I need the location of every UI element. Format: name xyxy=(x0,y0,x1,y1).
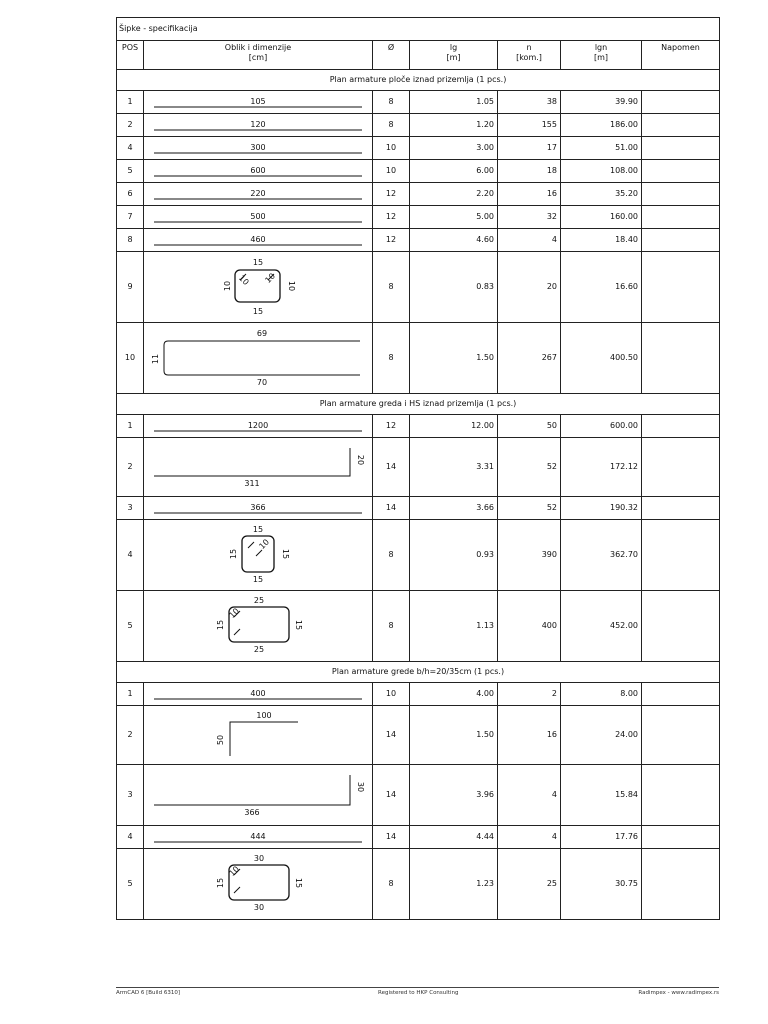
stirrup-bottom-label: 15 xyxy=(252,575,264,584)
lgn-cell: 39.90 xyxy=(561,91,642,114)
stirrup-top-label: 30 xyxy=(253,854,265,863)
bar-length-label: 1200 xyxy=(247,421,269,430)
n-cell: 20 xyxy=(498,252,561,323)
stirrup-bottom-label: 25 xyxy=(253,645,265,654)
lgn-cell: 15.84 xyxy=(561,765,642,826)
bar-shape-drawing xyxy=(144,849,373,919)
diameter-cell: 10 xyxy=(373,137,410,160)
pos-cell: 4 xyxy=(117,520,144,591)
header-n-unit: [kom.] xyxy=(516,53,542,62)
bar-shape-drawing xyxy=(144,765,373,825)
bar-shape-drawing xyxy=(144,826,373,848)
stirrup-top-label: 15 xyxy=(252,258,264,267)
shape-cell xyxy=(144,206,373,229)
shape-cell xyxy=(144,91,373,114)
sheet-title: Šipke - specifikacija xyxy=(117,18,720,41)
stirrup-left-label: 15 xyxy=(216,619,225,631)
stirrup-left-label: 10 xyxy=(223,280,232,292)
note-cell xyxy=(642,706,720,765)
lgn-cell: 172.12 xyxy=(561,438,642,497)
pos-cell: 5 xyxy=(117,160,144,183)
shape-cell xyxy=(144,252,373,323)
lgn-cell: 30.75 xyxy=(561,849,642,920)
diameter-cell: 14 xyxy=(373,826,410,849)
n-cell: 16 xyxy=(498,706,561,765)
table-row xyxy=(117,206,720,229)
lgn-cell: 362.70 xyxy=(561,520,642,591)
pos-cell: 5 xyxy=(117,591,144,662)
bar-length-label: 300 xyxy=(250,143,266,152)
lgn-cell: 600.00 xyxy=(561,415,642,438)
header-lgn-unit: [m] xyxy=(593,53,609,62)
pos-cell: 10 xyxy=(117,323,144,394)
lg-cell: 4.00 xyxy=(410,683,498,706)
table-row xyxy=(117,520,720,591)
title-row xyxy=(117,18,720,41)
table-row xyxy=(117,765,720,826)
n-cell: 16 xyxy=(498,183,561,206)
bar-length-label: 105 xyxy=(250,97,266,106)
lgn-cell: 108.00 xyxy=(561,160,642,183)
section-title: Plan armature greda i HS iznad prizemlja (1 pcs.) xyxy=(117,394,720,415)
table-row xyxy=(117,438,720,497)
lgn-cell: 18.40 xyxy=(561,229,642,252)
n-cell: 52 xyxy=(498,497,561,520)
lgn-cell: 452.00 xyxy=(561,591,642,662)
stirrup-bottom-label: 15 xyxy=(252,307,264,316)
lg-cell: 3.66 xyxy=(410,497,498,520)
table-row xyxy=(117,849,720,920)
table-row xyxy=(117,497,720,520)
note-cell xyxy=(642,438,720,497)
n-cell: 25 xyxy=(498,849,561,920)
ubar-height-label: 11 xyxy=(151,353,160,365)
section-title: Plan armature ploče iznad prizemlja (1 pcs.) xyxy=(117,70,720,91)
lbar-leg-label: 50 xyxy=(216,734,225,746)
note-cell xyxy=(642,765,720,826)
stirrup-hook xyxy=(256,550,262,556)
header-shape-label: Oblik i dimenzije xyxy=(224,43,292,52)
shape-cell xyxy=(144,438,373,497)
note-cell xyxy=(642,415,720,438)
diameter-cell: 10 xyxy=(373,683,410,706)
ubar-outline xyxy=(164,341,360,375)
lg-cell: 6.00 xyxy=(410,160,498,183)
stirrup-hook-label: 10 xyxy=(227,606,242,621)
diameter-cell: 8 xyxy=(373,591,410,662)
note-cell xyxy=(642,252,720,323)
bar-length-label: 444 xyxy=(250,832,266,841)
pos-cell: 1 xyxy=(117,683,144,706)
shape-cell xyxy=(144,591,373,662)
table-row xyxy=(117,706,720,765)
header-lgn-label: lgn xyxy=(594,43,608,52)
shape-cell xyxy=(144,229,373,252)
diameter-cell: 8 xyxy=(373,252,410,323)
stirrup-top-label: 15 xyxy=(252,525,264,534)
header-lg-unit: [m] xyxy=(446,53,461,62)
pos-cell: 3 xyxy=(117,497,144,520)
lg-cell: 1.20 xyxy=(410,114,498,137)
bar-shape-drawing xyxy=(144,415,373,437)
stirrup-hook-label: 10 xyxy=(263,271,278,286)
diameter-cell: 8 xyxy=(373,91,410,114)
header-n-label: n xyxy=(526,43,532,52)
lg-cell: 1.50 xyxy=(410,706,498,765)
stirrup-hook xyxy=(234,629,240,635)
bar-length-label: 220 xyxy=(250,189,266,198)
diameter-cell: 8 xyxy=(373,114,410,137)
shape-cell xyxy=(144,683,373,706)
lgn-cell: 35.20 xyxy=(561,183,642,206)
bar-shape-drawing xyxy=(144,160,373,182)
bar-length-label: 460 xyxy=(250,235,266,244)
note-cell xyxy=(642,160,720,183)
header-lg xyxy=(410,41,498,70)
table-row xyxy=(117,415,720,438)
note-cell xyxy=(642,591,720,662)
diameter-cell: 14 xyxy=(373,438,410,497)
bar-shape-drawing xyxy=(144,323,373,393)
header-diameter: Ø xyxy=(373,41,410,70)
n-cell: 32 xyxy=(498,206,561,229)
table-row xyxy=(117,160,720,183)
bar-shape-drawing xyxy=(144,497,373,519)
bar-shape-drawing xyxy=(144,114,373,136)
lg-cell: 2.20 xyxy=(410,183,498,206)
bar-length-label: 400 xyxy=(250,689,266,698)
diameter-cell: 12 xyxy=(373,229,410,252)
shape-cell xyxy=(144,706,373,765)
pos-cell: 1 xyxy=(117,415,144,438)
stirrup-hook-label: 10 xyxy=(236,273,251,288)
diameter-cell: 8 xyxy=(373,849,410,920)
n-cell: 390 xyxy=(498,520,561,591)
stirrup-hook-label: 10 xyxy=(257,537,272,552)
lg-cell: 0.83 xyxy=(410,252,498,323)
lg-cell: 3.31 xyxy=(410,438,498,497)
n-cell: 2 xyxy=(498,683,561,706)
pos-cell: 8 xyxy=(117,229,144,252)
lg-cell: 1.23 xyxy=(410,849,498,920)
note-cell xyxy=(642,849,720,920)
n-cell: 52 xyxy=(498,438,561,497)
stirrup-bottom-label: 30 xyxy=(253,903,265,912)
pos-cell: 7 xyxy=(117,206,144,229)
bar-shape-drawing xyxy=(144,229,373,251)
section-row xyxy=(117,662,720,683)
n-cell: 4 xyxy=(498,229,561,252)
lbar-outline xyxy=(154,448,350,476)
lbar-outline xyxy=(230,722,298,756)
stirrup-right-label: 10 xyxy=(287,280,296,292)
header-shape xyxy=(144,41,373,70)
stirrup-hook-label: 10 xyxy=(227,864,242,879)
diameter-cell: 12 xyxy=(373,206,410,229)
diameter-cell: 12 xyxy=(373,415,410,438)
n-cell: 4 xyxy=(498,765,561,826)
stirrup-top-label: 25 xyxy=(253,596,265,605)
bar-shape-drawing xyxy=(144,706,373,764)
table-row xyxy=(117,114,720,137)
diameter-cell: 14 xyxy=(373,765,410,826)
note-cell xyxy=(642,683,720,706)
bar-specification-table xyxy=(116,17,720,920)
footer-registration: Registered to HKP Consulting xyxy=(378,990,459,996)
n-cell: 50 xyxy=(498,415,561,438)
pos-cell: 5 xyxy=(117,849,144,920)
lbar-length-label: 366 xyxy=(244,808,260,817)
stirrup-hook xyxy=(248,542,254,548)
note-cell xyxy=(642,520,720,591)
note-cell xyxy=(642,91,720,114)
note-cell xyxy=(642,137,720,160)
lg-cell: 3.96 xyxy=(410,765,498,826)
ubar-top-label: 69 xyxy=(256,329,268,338)
stirrup-left-label: 15 xyxy=(216,877,225,889)
lg-cell: 5.00 xyxy=(410,206,498,229)
lgn-cell: 160.00 xyxy=(561,206,642,229)
shape-cell xyxy=(144,826,373,849)
shape-cell xyxy=(144,160,373,183)
bar-shape-drawing xyxy=(144,252,373,322)
lbar-length-label: 311 xyxy=(244,479,260,488)
shape-cell xyxy=(144,323,373,394)
note-cell xyxy=(642,183,720,206)
lg-cell: 0.93 xyxy=(410,520,498,591)
diameter-cell: 12 xyxy=(373,183,410,206)
bar-shape-drawing xyxy=(144,137,373,159)
bar-shape-drawing xyxy=(144,438,373,496)
table-row xyxy=(117,229,720,252)
pos-cell: 2 xyxy=(117,438,144,497)
lg-cell: 1.05 xyxy=(410,91,498,114)
n-cell: 17 xyxy=(498,137,561,160)
lg-cell: 12.00 xyxy=(410,415,498,438)
bar-shape-drawing xyxy=(144,183,373,205)
lbar-leg-label: 30 xyxy=(356,781,365,793)
n-cell: 267 xyxy=(498,323,561,394)
table-row xyxy=(117,91,720,114)
n-cell: 4 xyxy=(498,826,561,849)
lgn-cell: 17.76 xyxy=(561,826,642,849)
shape-cell xyxy=(144,137,373,160)
header-pos: POS xyxy=(117,41,144,70)
lg-cell: 4.44 xyxy=(410,826,498,849)
note-cell xyxy=(642,206,720,229)
note-cell xyxy=(642,497,720,520)
stirrup-hook xyxy=(234,887,240,893)
stirrup-right-label: 15 xyxy=(294,877,303,889)
shape-cell xyxy=(144,849,373,920)
lg-cell: 4.60 xyxy=(410,229,498,252)
page-footer xyxy=(116,987,719,996)
header-row xyxy=(117,41,720,70)
pos-cell: 4 xyxy=(117,826,144,849)
header-lgn xyxy=(561,41,642,70)
diameter-cell: 10 xyxy=(373,160,410,183)
bar-shape-drawing xyxy=(144,520,373,590)
pos-cell: 4 xyxy=(117,137,144,160)
bar-shape-drawing xyxy=(144,91,373,113)
header-shape-unit: [cm] xyxy=(248,53,268,62)
note-cell xyxy=(642,826,720,849)
diameter-cell: 8 xyxy=(373,323,410,394)
pos-cell: 1 xyxy=(117,91,144,114)
n-cell: 400 xyxy=(498,591,561,662)
shape-cell xyxy=(144,765,373,826)
bar-length-label: 600 xyxy=(250,166,266,175)
bar-shape-drawing xyxy=(144,206,373,228)
pos-cell: 2 xyxy=(117,706,144,765)
shape-cell xyxy=(144,520,373,591)
section-row xyxy=(117,394,720,415)
bar-shape-drawing xyxy=(144,683,373,705)
note-cell xyxy=(642,229,720,252)
diameter-cell: 14 xyxy=(373,497,410,520)
shape-cell xyxy=(144,497,373,520)
stirrup-right-label: 15 xyxy=(281,548,290,560)
lbar-outline xyxy=(154,775,350,805)
diameter-cell: 14 xyxy=(373,706,410,765)
footer-software: ArmCAD 6 [Build 6310] xyxy=(116,990,180,996)
note-cell xyxy=(642,323,720,394)
shape-cell xyxy=(144,114,373,137)
table-row xyxy=(117,252,720,323)
lgn-cell: 24.00 xyxy=(561,706,642,765)
bar-length-label: 120 xyxy=(250,120,266,129)
table-row xyxy=(117,826,720,849)
lgn-cell: 16.60 xyxy=(561,252,642,323)
footer-vendor: Radimpex - www.radimpex.rs xyxy=(638,990,719,996)
lgn-cell: 51.00 xyxy=(561,137,642,160)
header-n xyxy=(498,41,561,70)
header-note: Napomen xyxy=(642,41,720,70)
pos-cell: 3 xyxy=(117,765,144,826)
bar-length-label: 366 xyxy=(250,503,266,512)
header-lg-label: lg xyxy=(449,43,458,52)
lgn-cell: 400.50 xyxy=(561,323,642,394)
note-cell xyxy=(642,114,720,137)
table-row xyxy=(117,323,720,394)
lg-cell: 3.00 xyxy=(410,137,498,160)
section-title: Plan armature grede b/h=20/35cm (1 pcs.) xyxy=(117,662,720,683)
table-row xyxy=(117,137,720,160)
table-row xyxy=(117,591,720,662)
lgn-cell: 8.00 xyxy=(561,683,642,706)
lbar-length-label: 100 xyxy=(256,711,272,720)
n-cell: 38 xyxy=(498,91,561,114)
stirrup-left-label: 15 xyxy=(229,548,238,560)
diameter-cell: 8 xyxy=(373,520,410,591)
n-cell: 18 xyxy=(498,160,561,183)
lgn-cell: 190.32 xyxy=(561,497,642,520)
n-cell: 155 xyxy=(498,114,561,137)
bar-shape-drawing xyxy=(144,591,373,661)
ubar-bottom-label: 70 xyxy=(256,378,268,387)
pos-cell: 9 xyxy=(117,252,144,323)
lg-cell: 1.50 xyxy=(410,323,498,394)
stirrup-right-label: 15 xyxy=(294,619,303,631)
pos-cell: 6 xyxy=(117,183,144,206)
table-row xyxy=(117,683,720,706)
table-row xyxy=(117,183,720,206)
section-row xyxy=(117,70,720,91)
shape-cell xyxy=(144,183,373,206)
lg-cell: 1.13 xyxy=(410,591,498,662)
shape-cell xyxy=(144,415,373,438)
lbar-leg-label: 20 xyxy=(356,454,365,466)
pos-cell: 2 xyxy=(117,114,144,137)
lgn-cell: 186.00 xyxy=(561,114,642,137)
bar-length-label: 500 xyxy=(250,212,266,221)
